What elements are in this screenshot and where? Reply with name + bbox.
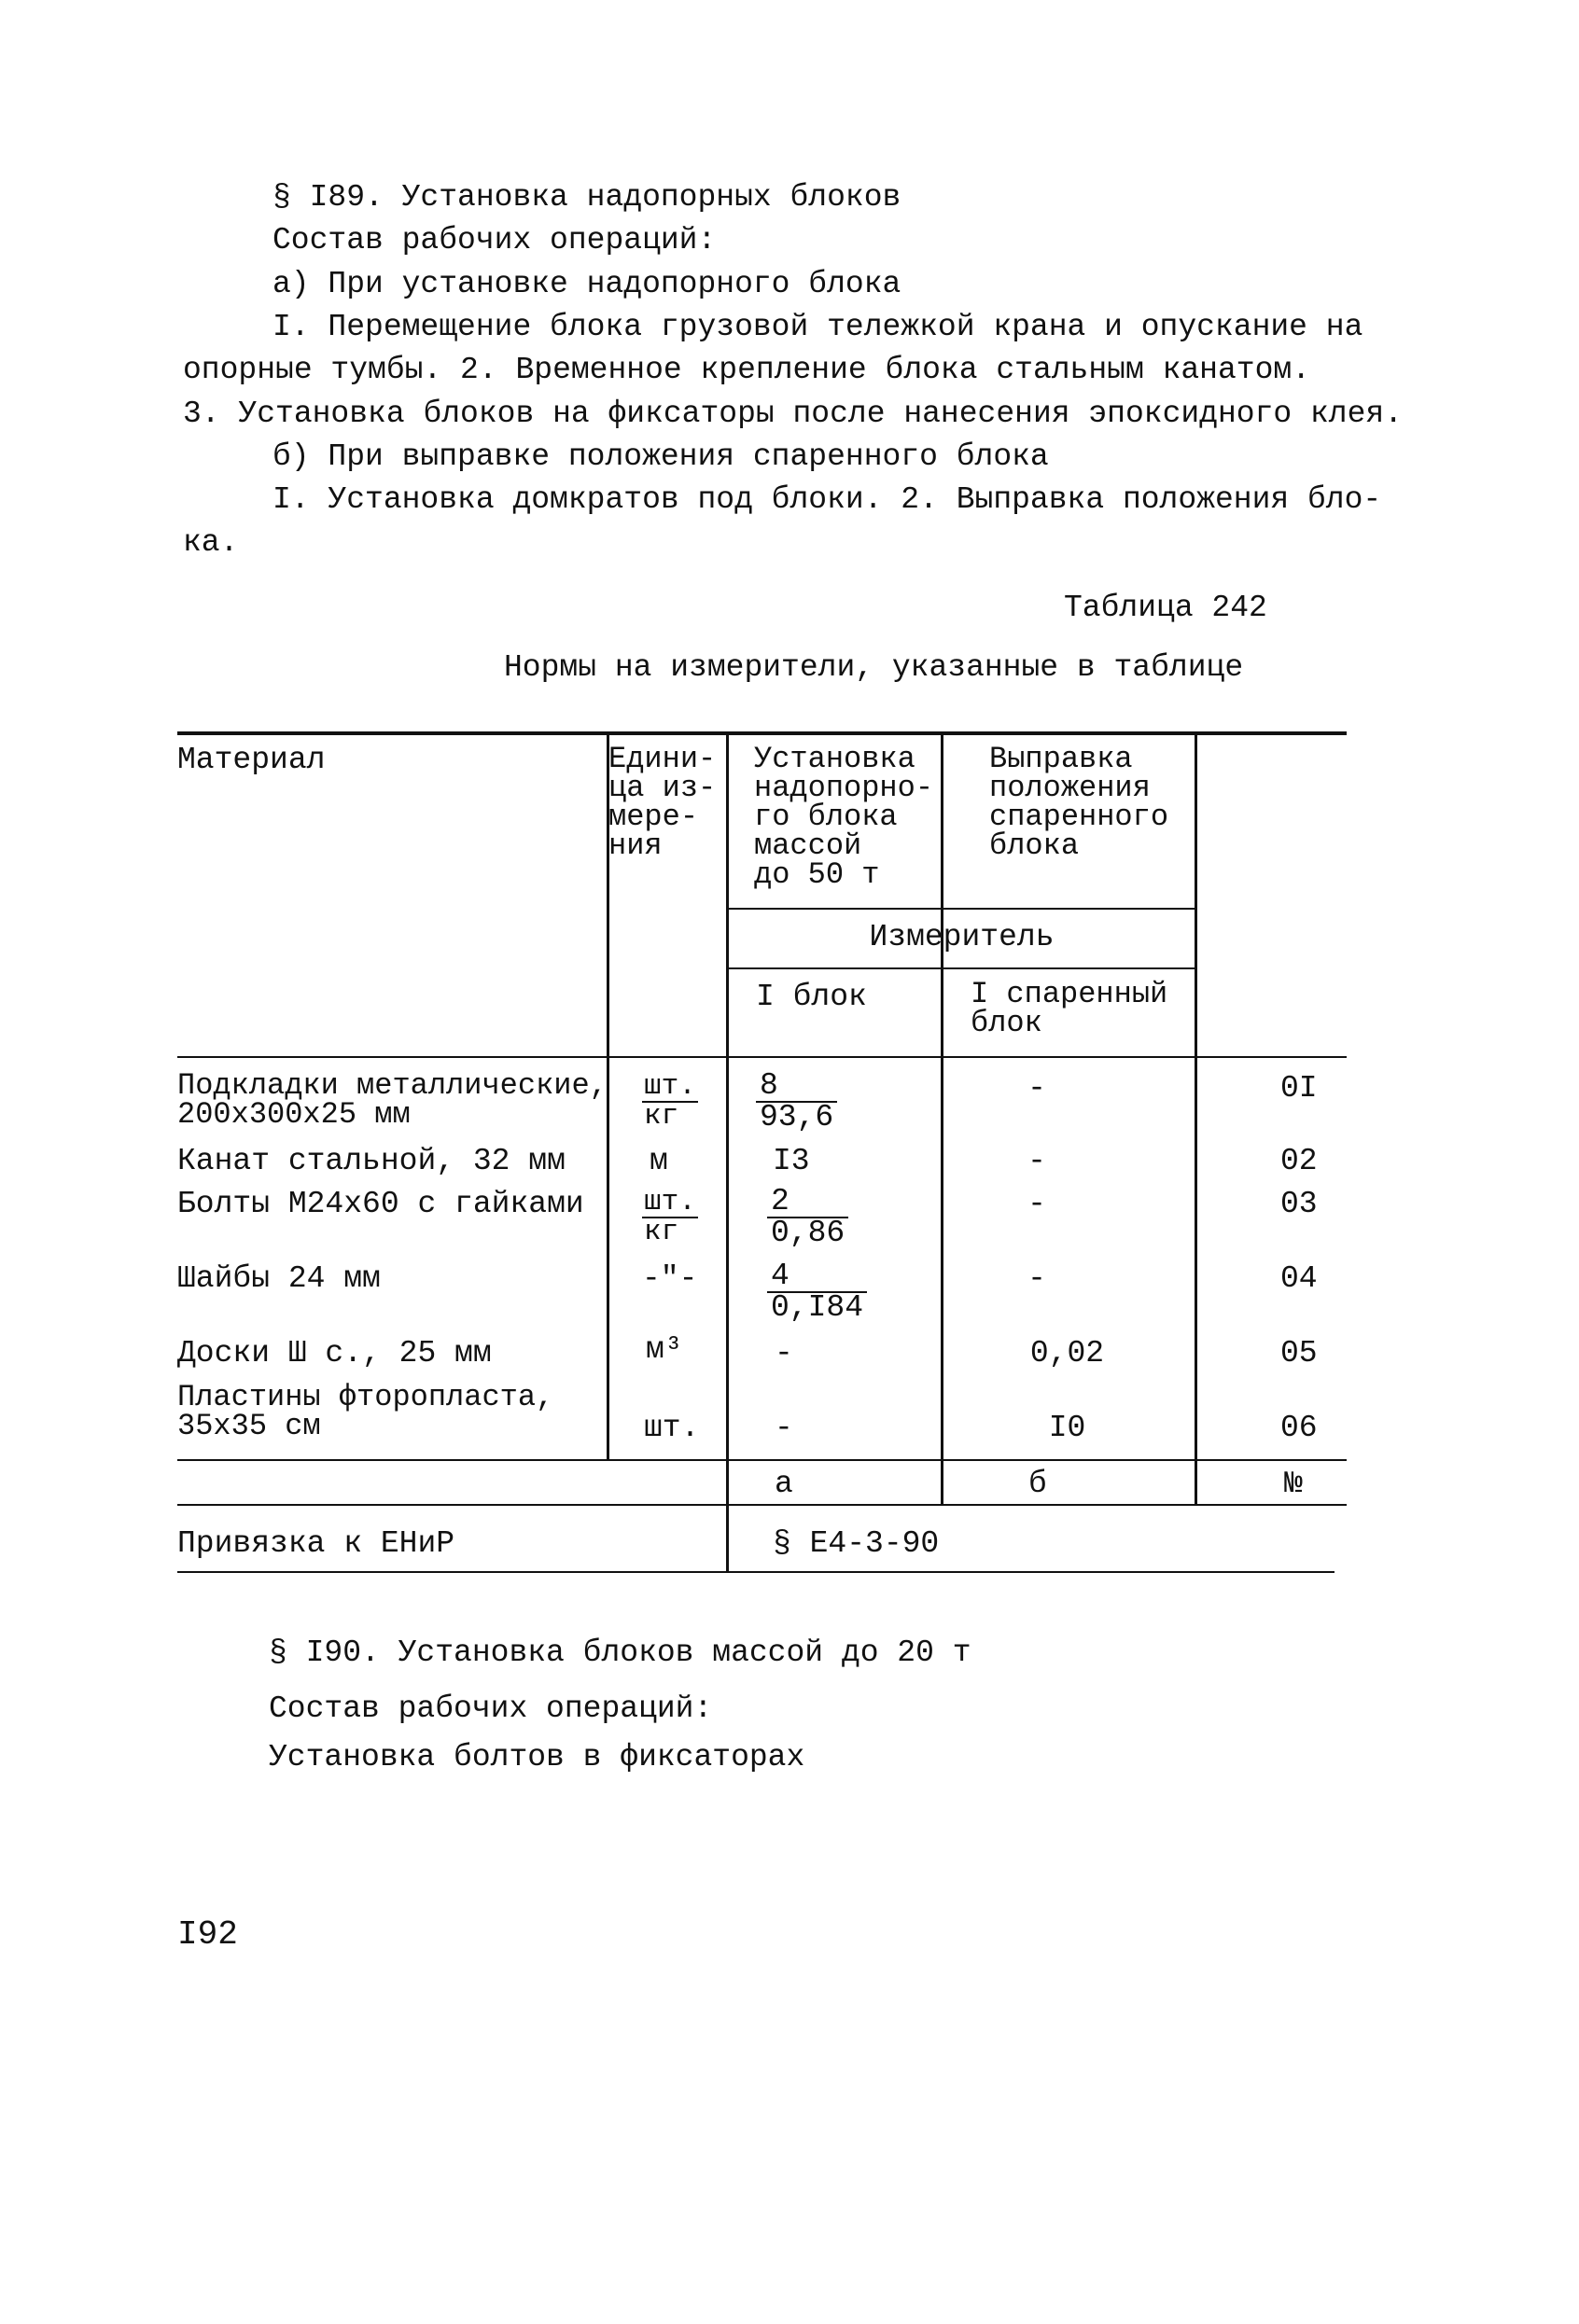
row-03-col-a xyxy=(767,1184,848,1250)
case-a-line-1: I. Перемещение блока грузовой тележкой крана и опускание на xyxy=(272,310,1363,344)
header-col-b-line: Выправка xyxy=(989,742,1133,776)
table-col-divider-3 xyxy=(941,731,943,1506)
row-02-material: Канат стальной, 32 мм xyxy=(177,1144,566,1178)
row-05-col-b: 0,02 xyxy=(1029,1336,1105,1371)
row-03-material: Болты М24х60 с гайками xyxy=(177,1187,584,1221)
header-col-a-line: го блока xyxy=(754,800,898,834)
row-06-unit: шт. xyxy=(644,1411,700,1445)
row-04-col-a-num: 4 xyxy=(767,1261,867,1293)
body-rule-bottom xyxy=(177,1459,1347,1461)
row-03-unit-num: шт. xyxy=(644,1186,696,1218)
row-01-col-b: - xyxy=(1027,1071,1046,1106)
row-02-col-b: - xyxy=(1027,1144,1046,1178)
header-rule-bottom xyxy=(177,1056,1347,1058)
row-05-material: Доски Ш с., 25 мм xyxy=(177,1336,492,1371)
row-04-col-a-den: 0,I84 xyxy=(771,1290,864,1325)
header-col-a-line: надопорно- xyxy=(754,771,934,805)
row-01-unit xyxy=(642,1070,698,1133)
header-unit xyxy=(608,742,717,863)
row-01-col-a xyxy=(756,1068,837,1134)
row-03-code: 03 xyxy=(1280,1187,1318,1221)
row-01-material xyxy=(177,1068,608,1132)
footer-col-b: б xyxy=(1028,1467,1047,1501)
row-01-unit-num: шт. xyxy=(644,1070,696,1103)
table-bottom-rule xyxy=(177,1571,1334,1573)
header-rule-2 xyxy=(726,967,1197,969)
row-01-code: 0I xyxy=(1280,1071,1318,1106)
row-05-code: 05 xyxy=(1280,1336,1318,1371)
header-meter: Измеритель xyxy=(869,920,1055,954)
table-col-divider-2 xyxy=(726,731,729,1571)
row-06-col-b: I0 xyxy=(1048,1411,1086,1445)
row-03-col-a-num: 2 xyxy=(767,1187,848,1218)
row-03-unit xyxy=(642,1186,698,1248)
header-col-a-line: Установка xyxy=(754,742,915,776)
case-a-line-3: 3. Установка блоков на фиксаторы после нанесения эпоксидного клея. xyxy=(183,397,1404,431)
case-b-line-2: ка. xyxy=(183,525,239,560)
case-b-line-1: I. Установка домкратов под блоки. 2. Выправка положения бло- xyxy=(272,482,1382,517)
row-01-col-a-num: 8 xyxy=(756,1071,837,1103)
footer-col-a: а xyxy=(775,1467,793,1501)
section-190-ops-heading: Состав рабочих операций: xyxy=(269,1691,713,1726)
table-col-divider-4 xyxy=(1195,731,1197,1506)
row-06-material-line: 35х35 см xyxy=(177,1409,321,1443)
table-top-rule xyxy=(177,731,1347,735)
header-col-b-line: спаренного xyxy=(989,800,1169,834)
header-col-b-line: блока xyxy=(989,828,1080,863)
row-03-unit-den: кг xyxy=(644,1216,679,1248)
header-col-b-line: положения xyxy=(989,771,1151,805)
header-meter-b-line: I спаренный xyxy=(971,977,1168,1011)
row-01-material-line: Подкладки металлические, xyxy=(177,1068,608,1103)
binding-label: Привязка к ЕНиР xyxy=(177,1526,455,1561)
row-04-material: Шайбы 24 мм xyxy=(177,1261,381,1296)
row-02-code: 02 xyxy=(1280,1144,1318,1178)
case-a-heading: а) При установке надопорного блока xyxy=(272,267,901,301)
section-190-op-1: Установка болтов в фиксаторах xyxy=(269,1740,805,1774)
row-04-col-a xyxy=(767,1261,867,1323)
table-number: Таблица 242 xyxy=(1064,591,1267,625)
row-05-col-a: - xyxy=(775,1336,793,1371)
header-col-b xyxy=(989,742,1169,863)
row-01-col-a-den: 93,6 xyxy=(760,1100,834,1134)
binding-value: § Е4-3-90 xyxy=(773,1526,940,1561)
row-05-unit: м³ xyxy=(646,1332,683,1367)
row-04-code: 04 xyxy=(1280,1261,1318,1296)
row-02-unit: м xyxy=(650,1144,668,1178)
section-190-title: § I90. Установка блоков массой до 20 т xyxy=(269,1635,971,1670)
header-col-a-line: до 50 т xyxy=(754,857,880,892)
ops-heading: Состав рабочих операций: xyxy=(272,223,717,257)
header-unit-line: мере- xyxy=(608,800,699,834)
header-meter-b xyxy=(971,977,1168,1040)
row-04-col-b: - xyxy=(1027,1261,1046,1296)
row-03-col-b: - xyxy=(1027,1187,1046,1221)
header-material: Материал xyxy=(177,743,326,777)
header-unit-line: Едини- xyxy=(608,742,717,776)
header-col-a-line: массой xyxy=(754,828,862,863)
row-06-material xyxy=(177,1380,554,1443)
row-06-code: 06 xyxy=(1280,1411,1318,1445)
row-06-material-line: Пластины фторопласта, xyxy=(177,1380,554,1414)
row-03-col-a-den: 0,86 xyxy=(771,1216,845,1250)
header-meter-a: I блок xyxy=(756,980,867,1014)
case-a-line-2: опорные тумбы. 2. Временное крепление блока стальным канатом. xyxy=(183,353,1310,387)
case-b-heading: б) При выправке положения спаренного блока xyxy=(272,439,1049,474)
header-rule-1 xyxy=(726,908,1197,910)
row-04-unit: -"- xyxy=(642,1261,698,1296)
row-06-col-a: - xyxy=(775,1411,793,1445)
table-caption: Нормы на измерители, указанные в таблице xyxy=(504,650,1244,685)
page-number: I92 xyxy=(177,1915,238,1954)
header-unit-line: ца из- xyxy=(608,771,717,805)
footer-rule xyxy=(177,1504,1347,1506)
section-189-title: § I89. Установка надопорных блоков xyxy=(272,180,901,215)
header-unit-line: ния xyxy=(608,828,663,863)
header-col-a xyxy=(754,742,934,892)
row-01-material-line: 200x300x25 мм xyxy=(177,1097,411,1132)
footer-col-code: № xyxy=(1284,1467,1303,1501)
row-02-col-a: I3 xyxy=(773,1144,810,1178)
header-meter-b-line: блок xyxy=(971,1006,1042,1040)
row-01-unit-den: кг xyxy=(644,1100,679,1133)
